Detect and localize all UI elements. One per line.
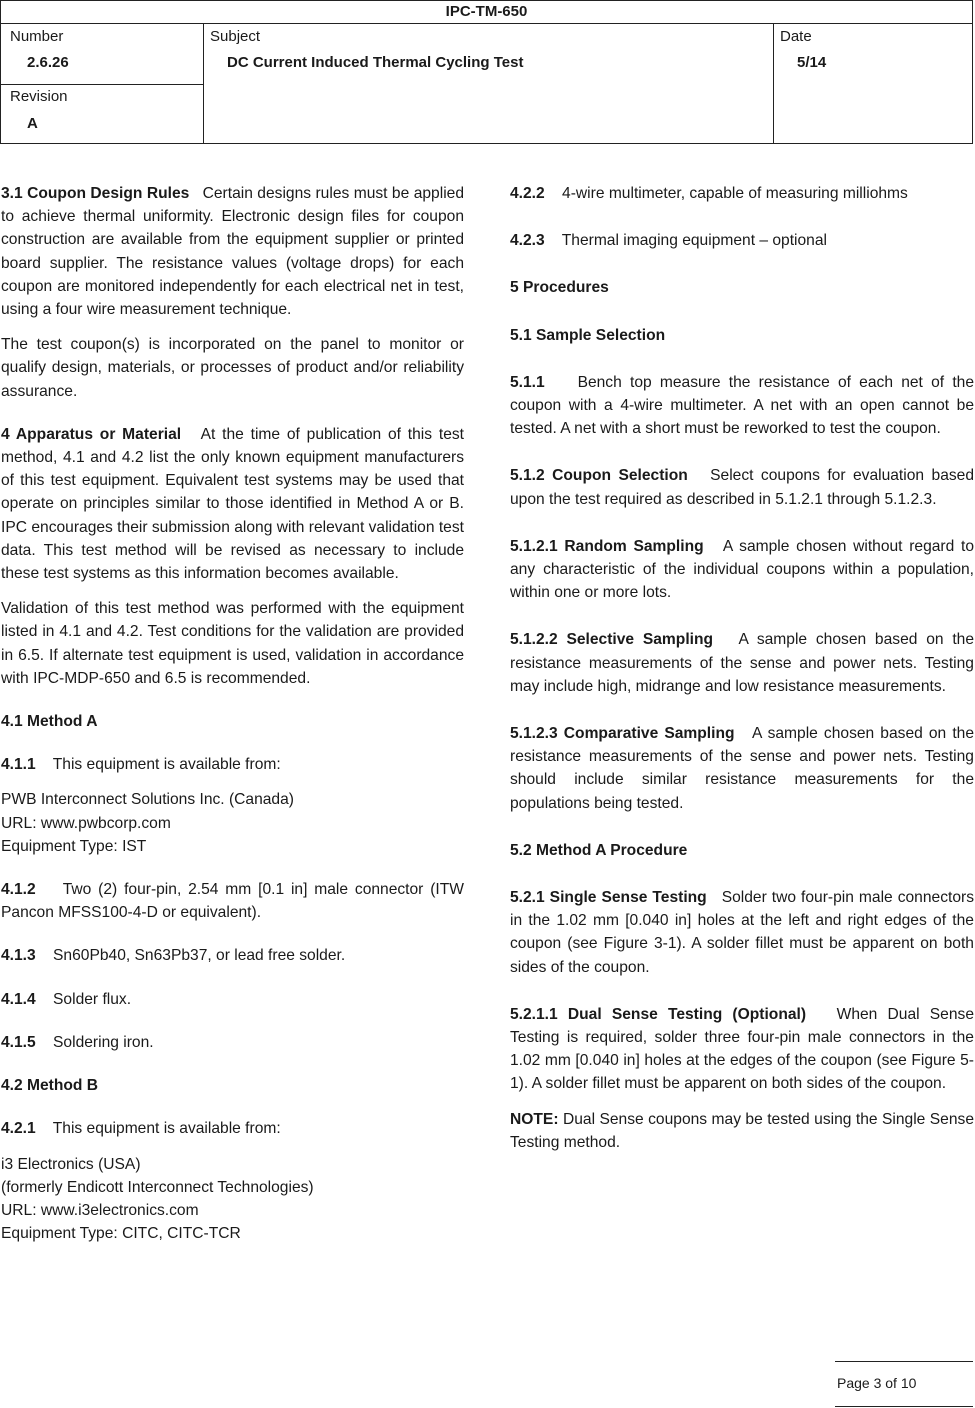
divider [1,84,203,85]
item-number: 4.1.5 [1,1033,36,1051]
section-heading: 5.1.2 Coupon Selection [510,467,688,485]
item-number: 4.1.4 [1,990,36,1008]
revision-label: Revision [10,88,68,105]
section-heading: 5.1.2.3 Comparative Sampling [510,725,735,743]
item-text: This equipment is available from: [52,756,281,774]
paragraph: The test coupon(s) is incorporated on the panel to monitor or qualify design, materials, or processes of product and/or reliability assurance. [1,336,464,400]
paragraph-text: At the time of publication of this test method, 4.1 and 4.2 list the only known equipment manufacturers of this test equipment. Equivalent test systems may be used that operate on principles similar to those identified in Method A or B. IPC encourages their submission along with relevant validation test data. This test method will be revised as necessary to include these test systems as this information becomes available. [1,425,464,583]
item-4-2-2 [510,182,974,205]
paragraph-text: Solder two four-pin male connectors in the 1.02 mm [0.040 in] holes at the left and right edges of the coupon (see Figure 3-1). A solder fillet must be apparent on both sides of the coupon. [510,889,974,976]
item-number: 4.2.2 [510,185,545,202]
date-value: 5/14 [797,54,827,71]
item-number: 4.2.3 [510,232,545,250]
paragraph-text: Select coupons for evaluation based upon the test required as described in 5.1.2.1 through 5.1.2.3. [510,467,975,508]
item-4-2-3 [510,229,974,252]
item-text: Soldering iron. [53,1033,154,1051]
item-text: This equipment is available from: [52,1120,281,1138]
item-4-2-1 [1,1117,464,1140]
item-4-1-5 [1,1031,464,1054]
section-4 [1,423,464,585]
supplier-url: URL: www.pwbcorp.com [1,814,171,832]
item-number: 5.1.1 [510,373,545,391]
section-3-1 [1,182,464,321]
document-title: IPC-TM-650 [1,1,972,24]
subject-label: Subject [210,28,261,45]
item-4-1-1 [1,753,464,776]
section-5-2-1 [510,886,974,979]
paragraph-text: A sample chosen based on the resistance measurements of the sense and power nets. Testing may include high, midrange and low resistance measurements. [510,631,974,695]
paragraph-text: A sample chosen based on the resistance measurements of the sense and power nets. Testing should include similar resistance measurements for the populations being tested. [510,725,974,812]
section-heading-5-2: 5.2 Method A Procedure [510,841,688,859]
supplier-line: (formerly Endicott Interconnect Technologies) [1,1178,314,1196]
note-label: NOTE: [510,1110,559,1128]
section-heading: 5.2.1 Single Sense Testing [510,889,707,907]
item-number: 4.2.1 [1,1120,36,1138]
section-heading-5-1: 5.1 Sample Selection [510,326,666,344]
divider [773,23,774,143]
supplier-line: PWB Interconnect Solutions Inc. (Canada) [1,791,294,809]
item-number: 4.1.1 [1,756,36,774]
item-5-1-1 [510,371,974,441]
section-heading: 4 Apparatus or Material [1,425,182,443]
item-text: Sn60Pb40, Sn63Pb37, or lead free solder. [53,947,346,965]
section-heading-5: 5 Procedures [510,279,609,297]
item-text: Bench top measure the resistance of each net of the coupon with a 4-wire multimeter. A net with an open cannot be tested. A net with a short must be reworked to test the coupon. [510,373,974,438]
footer-rule [835,1406,973,1407]
supplier-url: URL: www.i3electronics.com [1,1201,199,1219]
section-heading: 5.1.2.2 Selective Sampling [510,631,714,649]
section-heading-4-1: 4.1 Method A [1,713,98,731]
number-value: 2.6.26 [27,54,69,71]
section-heading-4-2: 4.2 Method B [1,1077,99,1095]
paragraph: Validation of this test method was performed with the equipment listed in 4.1 and 4.2. Test conditions for the validation are provided in 6.5. If alternate test equipment is used, validation in accordance with IPC-MDP-650 and 6.5 is recommended. [1,600,464,687]
paragraph-text: A sample chosen without regard to any characteristic of the individual coupons within a population, within one or more lots. [510,537,974,602]
divider [203,23,204,143]
left-column [1,182,464,1245]
section-5-1-2-1 [510,535,974,605]
section-heading: 3.1 Coupon Design Rules [1,185,190,202]
item-4-1-4 [1,988,464,1011]
date-label: Date [780,28,812,45]
header-table [0,0,973,144]
paragraph-text: Certain designs rules must be applied to achieve thermal uniformity. Electronic design files for coupon construction are available from the equipment supplier or printed board supplier. The resistance values (voltage drops) for each coupon are monitored independently for each electrical net in test, using a four wire measurement technique. [1,185,464,319]
item-text: 4-wire multimeter, capable of measuring milliohms [562,185,908,202]
item-4-1-2 [1,878,464,924]
section-heading: 5.2.1.1 Dual Sense Testing (Optional) [510,1005,807,1023]
page-number: Page 3 of 10 [837,1375,917,1391]
item-number: 4.1.3 [1,947,36,965]
item-4-1-3 [1,944,464,967]
item-text: Solder flux. [53,990,132,1008]
equipment-type: Equipment Type: IST [1,837,147,855]
section-heading: 5.1.2.1 Random Sampling [510,537,704,555]
paragraph-text: When Dual Sense Testing is required, solder three four-pin male connectors in the 1.02 mm [0.040 in] holes at the edges of the coupon (see Figure 5-1). A solder fillet must be apparent on both sides of the coupon. [510,1005,974,1093]
number-label: Number [10,28,64,45]
section-5-1-2-2 [510,628,974,698]
note [510,1108,974,1154]
equipment-type: Equipment Type: CITC, CITC-TCR [1,1225,241,1243]
section-5-1-2 [510,464,974,510]
supplier-line: i3 Electronics (USA) [1,1155,141,1173]
right-column [510,182,974,1154]
item-text: Two (2) four-pin, 2.54 mm [0.1 in] male connector (ITW Pancon MFSS100-4-D or equivalent). [1,881,464,922]
section-5-2-1-1 [510,1003,974,1096]
footer-rule [835,1361,973,1362]
subject-value: DC Current Induced Thermal Cycling Test [227,54,524,71]
section-5-1-2-3 [510,722,974,815]
item-number: 4.1.2 [1,881,36,899]
item-text: Thermal imaging equipment – optional [561,232,827,250]
revision-value: A [27,115,38,132]
note-text: Dual Sense coupons may be tested using the Single Sense Testing method. [510,1110,974,1151]
